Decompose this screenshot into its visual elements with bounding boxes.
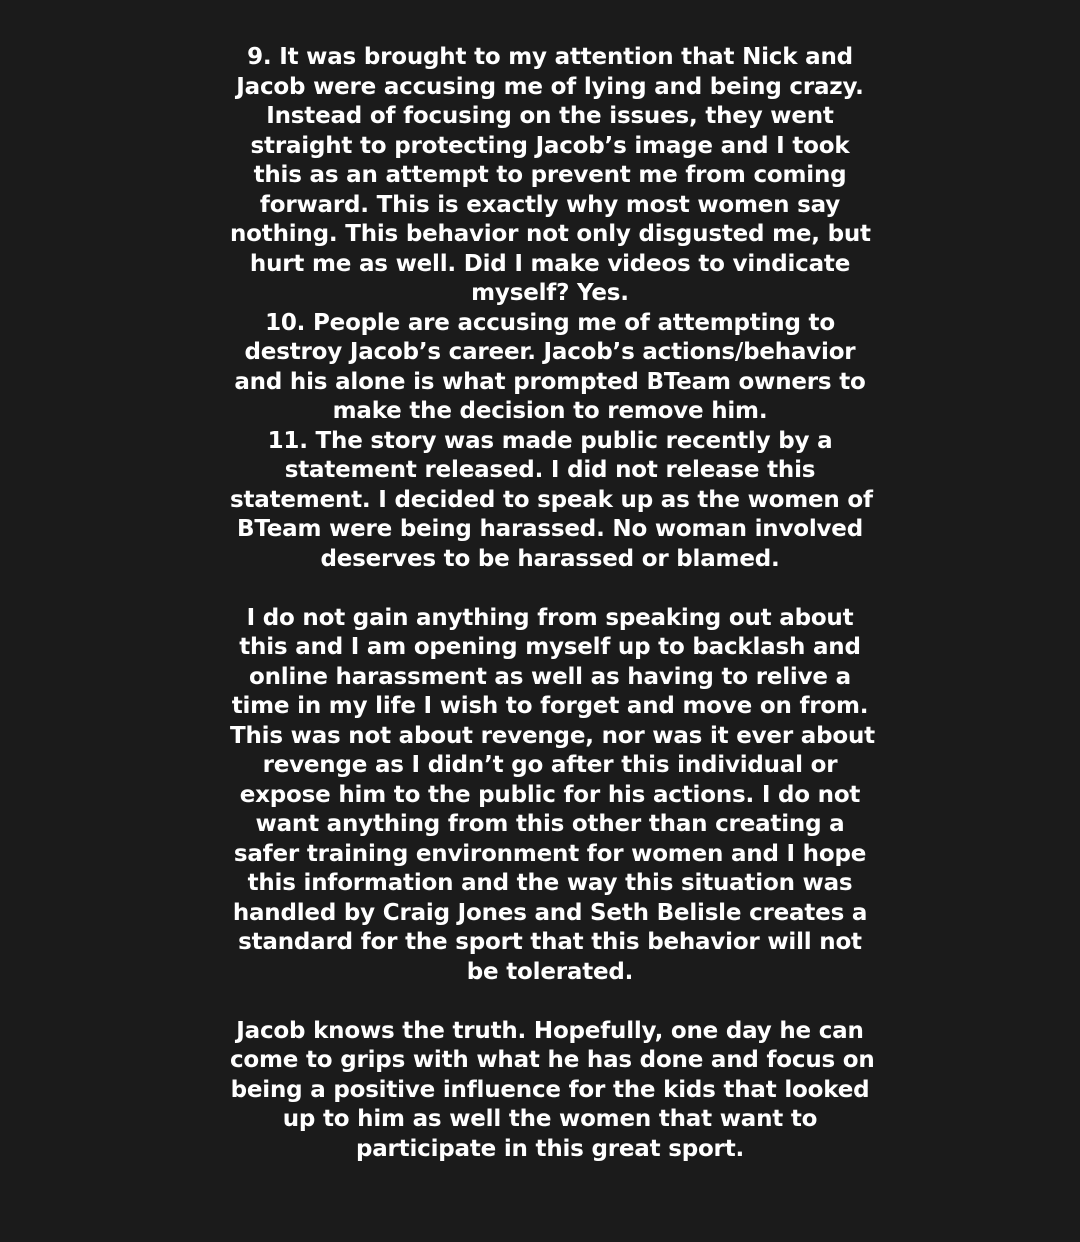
text-line: online harassment as well as having to relive a [249, 663, 851, 690]
text-line: come to grips with what he has done and focus on [230, 1047, 875, 1073]
text-line: this and I am opening myself up to backlash and [239, 634, 861, 660]
text-line: this as an attempt to prevent me from coming [253, 162, 847, 188]
text-line: Jacob were accusing me of lying and being crazy. [236, 73, 864, 100]
text-line: This was not about revenge, nor was it ever about [230, 722, 875, 749]
text-line: hurt me as well. Did I make videos to vindicate [249, 250, 851, 277]
text-line: myself? Yes. [471, 280, 629, 306]
text-line: be tolerated. [466, 958, 634, 985]
paragraph-spacer [230, 987, 870, 1017]
text-line: deserves to be harassed or blamed. [320, 545, 780, 572]
paragraph-truth [230, 1017, 875, 1165]
text-line: Instead of focusing on the issues, they went [266, 103, 834, 129]
text-line: make the decision to remove him. [332, 398, 768, 424]
text-line: being a positive influence for the kids that looked [230, 1076, 870, 1103]
text-line: up to him as well the women that want to [282, 1106, 818, 1132]
text-line: straight to protecting Jacob’s image and I took [250, 132, 850, 159]
text-line: I do not gain anything from speaking out about [246, 604, 854, 631]
text-line: and his alone is what prompted BTeam owners to [234, 368, 866, 395]
paragraph-spacer [230, 574, 870, 604]
item-11 [230, 427, 873, 575]
text-line: revenge as I didn’t go after this individual or [262, 752, 838, 778]
text-line: Jacob knows the truth. Hopefully, one day he can [236, 1017, 864, 1044]
text-line: safer training environment for women and I hope [233, 840, 867, 867]
text-line: 10. People are accusing me of attempting to [265, 309, 835, 336]
text-line: want anything from this other than creating a [255, 811, 845, 837]
text-line: this information and the way this situation was [247, 870, 853, 896]
text-line: destroy Jacob’s career. Jacob’s actions/behavior [244, 339, 856, 365]
text-line: expose him to the public for his actions. I do not [239, 781, 861, 808]
text-line: standard for the sport that this behavior will not [238, 929, 862, 955]
text-line: BTeam were being harassed. No woman involved [237, 516, 863, 542]
text-line: forward. This is exactly why most women say [259, 191, 841, 218]
text-line: nothing. This behavior not only disgusted me, but [230, 221, 871, 247]
text-line: participate in this great sport. [355, 1135, 745, 1162]
text-line: statement released. I did not release this [284, 457, 816, 483]
text-line: statement. I decided to speak up as the women of [230, 486, 873, 513]
item-10 [230, 309, 870, 427]
text-line: handled by Craig Jones and Seth Belisle creates a [232, 899, 868, 926]
text-line: 9. It was brought to my attention that Nick and [247, 44, 853, 70]
paragraph-gain [230, 604, 875, 988]
item-9 [230, 43, 870, 309]
text-line: 11. The story was made public recently by a [267, 427, 833, 454]
text-line: time in my life I wish to forget and move on from. [231, 693, 869, 719]
statement-text [230, 43, 875, 1164]
